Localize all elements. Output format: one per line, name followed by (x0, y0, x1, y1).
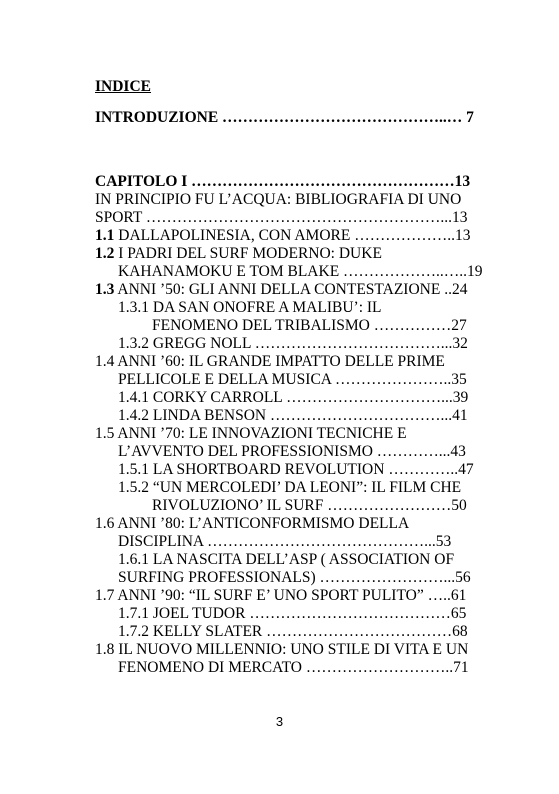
toc-introduzione: INTRODUZIONE ……………………………………..… 7 (95, 109, 474, 126)
toc-line: KAHANAMOKU E TOM BLAKE ………………..…..19 (118, 263, 483, 280)
toc-line: FENOMENO DEL TRIBALISMO ……………27 (152, 317, 467, 334)
toc-line: 1.5.2 “UN MERCOLEDI’ DA LEONI”: IL FILM CHE (118, 479, 462, 496)
section-title: I PADRI DEL SURF MODERNO: DUKE (118, 245, 382, 262)
toc-capitolo-1: CAPITOLO I ……………………………………………13 (95, 173, 471, 190)
toc-title: INDICE (95, 78, 151, 95)
toc-line: SURFING PROFESSIONALS) ……………………...56 (118, 569, 471, 586)
toc-line: 1.3.2 GREGG NOLL ………………………………...32 (118, 335, 468, 352)
section-number: 1.3 (95, 281, 115, 298)
toc-line: RIVOLUZIONO’ IL SURF ……………………50 (152, 497, 467, 514)
toc-line: DISCIPLINA ……………………………………...53 (118, 533, 452, 550)
toc-line (95, 227, 485, 245)
toc-line (95, 245, 485, 263)
toc-line: 1.4.2 LINDA BENSON ……………………………...41 (118, 407, 468, 424)
toc-line: 1.5 ANNI ’70: LE INNOVAZIONI TECNICHE E (95, 425, 407, 442)
toc-line: FENOMENO DI MERCATO ………………………..71 (118, 659, 469, 676)
toc-line: IN PRINCIPIO FU L’ACQUA: BIBLIOGRAFIA DI UNO (95, 191, 462, 208)
toc-line: SPORT …………………………………………………...13 (95, 209, 468, 226)
section-number: 1.1 (95, 227, 115, 244)
toc-line: 1.6.1 LA NASCITA DELL’ASP ( ASSOCIATION OF (118, 551, 455, 568)
section-number: 1.2 (95, 245, 115, 262)
toc-line: 1.7 ANNI ’90: “IL SURF E’ UNO SPORT PULITO” …..61 (95, 587, 467, 604)
toc-line: 1.6 ANNI ’80: L’ANTICONFORMISMO DELLA (95, 515, 410, 532)
page-number: 3 (275, 714, 284, 729)
section-title: DALLAPOLINESIA, CON AMORE ………………..13 (118, 227, 471, 244)
toc-line: 1.7.1 JOEL TUDOR …………………………………65 (118, 605, 467, 622)
toc-line: 1.8 IL NUOVO MILLENNIO: UNO STILE DI VITA E UN (95, 641, 469, 658)
toc-line: 1.4.1 CORKY CARROLL …………………………...39 (118, 389, 469, 406)
toc-line: 1.4 ANNI ’60: IL GRANDE IMPATTO DELLE PRIME (95, 353, 445, 370)
toc-line: PELLICOLE E DELLA MUSICA …………………..35 (118, 371, 467, 388)
toc-line: 1.7.2 KELLY SLATER ………………………………68 (118, 623, 468, 640)
section-title: ANNI ’50: GLI ANNI DELLA CONTESTAZIONE ..24 (117, 281, 468, 298)
toc-line: 1.5.1 LA SHORTBOARD REVOLUTION …………..47 (118, 461, 474, 478)
toc-line: L’AVVENTO DEL PROFESSIONISMO …………...43 (118, 443, 466, 460)
toc-line (95, 281, 485, 299)
toc-line: 1.3.1 DA SAN ONOFRE A MALIBU’: IL (118, 299, 382, 316)
